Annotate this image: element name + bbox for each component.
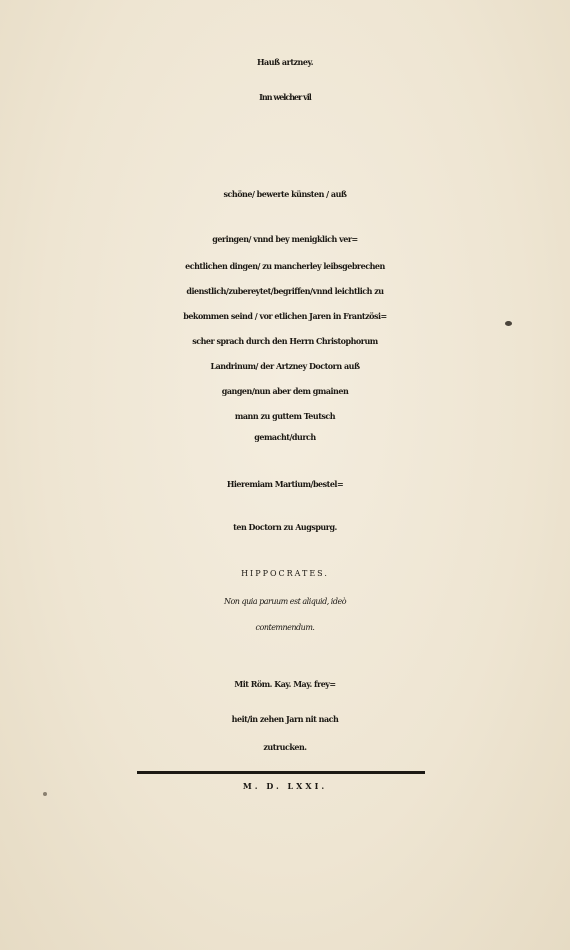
body-line: geringen/ vnnd bey menigklich ver= [212, 234, 358, 244]
author-line-2: ten Doctorn zu Augspurg. [233, 522, 337, 532]
motto-line-1: Non quia paruum est aliquid, ideò [223, 597, 347, 606]
title-line-2: Inn welcher vil [259, 92, 311, 102]
author-line-1: Hieremiam Martium/bestel= [226, 479, 344, 489]
body-line: echtlichen dingen/ zu mancherley leibsgebrechen [185, 261, 385, 271]
body-line: bekommen seind / vor etlichen Jaren in Frantzösi= [183, 311, 387, 321]
privilege-line-3: zutrucken. [263, 742, 307, 752]
body-line: Landrinum/ der Artzney Doctorn auß [210, 361, 360, 371]
motto-heading: HIPPOCRATES. [241, 569, 329, 578]
body-line: dienstlich/zubereytet/begriffen/vnnd leichtlich zu [186, 286, 384, 296]
privilege-line-2: heit/in zehen Jarn nit nach [231, 714, 339, 724]
body-line: scher sprach durch den Herrn Christophorum [192, 336, 378, 346]
privilege-line-1: Mit Röm. Kay. May. frey= [234, 679, 336, 689]
imprint-rule [137, 771, 425, 774]
paper-spot [43, 792, 47, 796]
motto-line-2: contemnendum. [255, 623, 315, 632]
imprint-year: M. D. LXXI. [242, 781, 328, 791]
title-line-3: schöne/ bewerte künsten / auß [223, 189, 347, 199]
ink-blot [505, 321, 512, 326]
body-line: gangen/nun aber dem gmainen [221, 386, 349, 396]
body-line: mann zu guttem Teutsch [234, 411, 336, 421]
body-line: gemacht/durch [254, 432, 316, 442]
title-line-1: Hauß artzney. [257, 57, 313, 67]
